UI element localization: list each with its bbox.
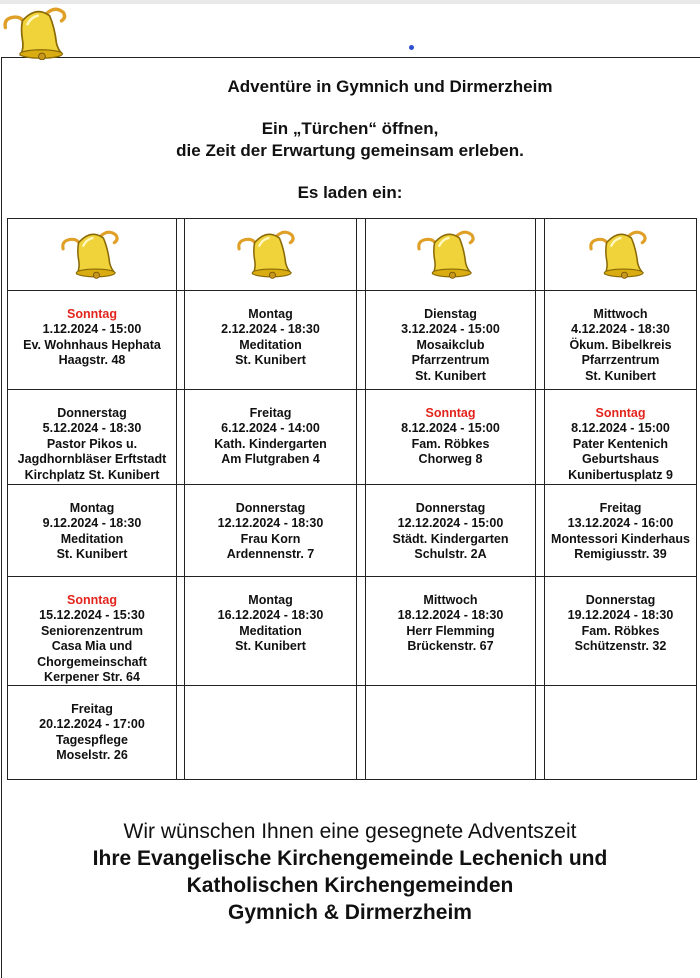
event-date-time: 19.12.2024 - 18:30 bbox=[567, 608, 674, 623]
event-detail: Kunibertusplatz 9 bbox=[568, 467, 673, 482]
event-detail: Remigiusstr. 39 bbox=[574, 547, 667, 562]
event-detail: Kirchplatz St. Kunibert bbox=[24, 467, 160, 482]
event-detail: St. Kunibert bbox=[235, 353, 306, 368]
event-date-time: 4.12.2024 - 18:30 bbox=[571, 322, 670, 337]
event-detail: Pastor Pikos u. bbox=[46, 436, 138, 451]
event-cell bbox=[8, 390, 176, 484]
event-detail: Schulstr. 2A bbox=[414, 547, 487, 562]
event-date-time: 18.12.2024 - 18:30 bbox=[397, 608, 504, 623]
event-cell bbox=[545, 577, 696, 685]
event-detail: Meditation bbox=[239, 623, 302, 638]
event-detail: Fam. Röbkes bbox=[581, 623, 660, 638]
event-detail: St. Kunibert bbox=[235, 639, 306, 654]
event-detail: Chorweg 8 bbox=[418, 452, 483, 467]
event-detail: Meditation bbox=[60, 531, 124, 546]
event-cell bbox=[366, 390, 535, 484]
event-detail: Ev. Wohnhaus Hephata bbox=[23, 337, 161, 352]
event-day: Freitag bbox=[249, 406, 292, 420]
event-day: Montag bbox=[69, 501, 115, 515]
bell-icon bbox=[588, 221, 650, 283]
event-cell bbox=[366, 577, 535, 685]
event-detail: Kath. Kindergarten bbox=[214, 436, 327, 451]
event-detail: Am Flutgraben 4 bbox=[221, 452, 320, 467]
bell-icon bbox=[416, 221, 478, 283]
page-title: Adventüre in Gymnich und Dirmerzheim bbox=[227, 77, 553, 96]
event-day: Dienstag bbox=[424, 307, 477, 321]
signature-line-3: Gymnich & Dirmerzheim bbox=[228, 901, 472, 924]
page-subtitle bbox=[100, 118, 600, 162]
event-cell bbox=[185, 291, 356, 389]
event-detail: Chorgemeinschaft bbox=[37, 654, 147, 669]
event-date-time: 8.12.2024 - 15:00 bbox=[401, 421, 500, 436]
event-detail: St. Kunibert bbox=[585, 368, 656, 383]
event-cell bbox=[366, 485, 535, 576]
event-day: Mittwoch bbox=[593, 307, 648, 321]
column-divider bbox=[535, 219, 536, 779]
subtitle-line-1: Ein „Türchen“ öffnen, bbox=[261, 119, 439, 138]
event-detail: Pfarrzentrum bbox=[411, 353, 490, 368]
event-detail: Seniorenzentrum bbox=[40, 623, 144, 638]
event-detail: Haagstr. 48 bbox=[58, 353, 126, 368]
event-day: Mittwoch bbox=[423, 593, 478, 607]
invitation-heading: Es laden ein: bbox=[297, 183, 403, 202]
event-detail: Jagdhornbläser Erftstadt bbox=[17, 452, 167, 467]
event-date-time: 12.12.2024 - 18:30 bbox=[217, 516, 324, 531]
event-detail: Brückenstr. 67 bbox=[407, 639, 494, 654]
event-date-time: 2.12.2024 - 18:30 bbox=[221, 322, 320, 337]
event-day: Sonntag bbox=[67, 307, 117, 321]
event-detail: Fam. Röbkes bbox=[411, 436, 490, 451]
event-day: Sonntag bbox=[67, 593, 117, 607]
event-day: Sonntag bbox=[425, 406, 476, 420]
event-cell bbox=[545, 390, 696, 484]
event-day: Sonntag bbox=[595, 406, 646, 420]
event-date-time: 9.12.2024 - 18:30 bbox=[42, 516, 142, 531]
event-detail: Tagespflege bbox=[55, 732, 128, 747]
event-detail: Casa Mia und bbox=[51, 639, 133, 654]
event-detail: St. Kunibert bbox=[56, 547, 128, 562]
event-cell bbox=[8, 291, 176, 389]
column-divider bbox=[356, 219, 357, 779]
event-day: Freitag bbox=[71, 702, 113, 716]
event-cell bbox=[185, 390, 356, 484]
event-detail: Schützenstr. 32 bbox=[574, 639, 667, 654]
event-day: Donnerstag bbox=[585, 593, 656, 607]
event-day: Montag bbox=[248, 307, 293, 321]
bell-icon bbox=[60, 221, 122, 283]
bell-icon bbox=[2, 2, 70, 60]
event-detail: Kerpener Str. 64 bbox=[44, 670, 140, 685]
event-date-time: 1.12.2024 - 15:00 bbox=[42, 322, 142, 337]
greeting-line: Wir wünschen Ihnen eine gesegnete Adventszeit bbox=[123, 820, 577, 843]
schedule-table bbox=[7, 218, 697, 780]
event-detail: Städt. Kindergarten bbox=[392, 531, 509, 546]
subtitle-line-2: die Zeit der Erwartung gemeinsam erleben. bbox=[176, 141, 524, 160]
event-detail: Ardennenstr. 7 bbox=[226, 547, 315, 562]
event-day: Montag bbox=[248, 593, 293, 607]
top-bar bbox=[0, 0, 700, 4]
event-cell bbox=[545, 485, 696, 576]
event-detail: Meditation bbox=[239, 337, 302, 352]
column-divider bbox=[176, 219, 177, 779]
event-detail: Montessori Kinderhaus bbox=[551, 531, 690, 546]
event-detail: Mosaikclub bbox=[416, 337, 485, 352]
event-date-time: 13.12.2024 - 16:00 bbox=[567, 516, 674, 531]
event-date-time: 6.12.2024 - 14:00 bbox=[221, 421, 320, 436]
event-detail: Frau Korn bbox=[240, 531, 301, 546]
event-date-time: 16.12.2024 - 18:30 bbox=[217, 608, 324, 623]
closing-greeting bbox=[20, 818, 680, 926]
event-date-time: 20.12.2024 - 17:00 bbox=[39, 717, 145, 732]
event-date-time: 15.12.2024 - 15:30 bbox=[39, 608, 145, 623]
event-day: Freitag bbox=[599, 501, 642, 515]
event-cell bbox=[8, 485, 176, 576]
event-cell bbox=[366, 291, 535, 389]
signature-line-1: Ihre Evangelische Kirchengemeinde Lechenich und bbox=[92, 847, 608, 870]
event-date-time: 5.12.2024 - 18:30 bbox=[42, 421, 142, 436]
event-detail: Pfarrzentrum bbox=[581, 353, 660, 368]
event-detail: Ökum. Bibelkreis bbox=[569, 337, 672, 352]
event-detail: Pater Kentenich bbox=[572, 436, 669, 451]
event-day: Donnerstag bbox=[235, 501, 306, 515]
event-cell bbox=[185, 485, 356, 576]
event-date-time: 8.12.2024 - 15:00 bbox=[571, 421, 670, 436]
blue-dot bbox=[409, 45, 414, 50]
event-cell bbox=[8, 686, 176, 779]
event-detail: Geburtshaus bbox=[581, 452, 660, 467]
event-date-time: 12.12.2024 - 15:00 bbox=[397, 516, 504, 531]
event-day: Donnerstag bbox=[57, 406, 127, 420]
event-detail: Herr Flemming bbox=[406, 623, 495, 638]
event-cell bbox=[8, 577, 176, 685]
event-day: Donnerstag bbox=[415, 501, 486, 515]
event-date-time: 3.12.2024 - 15:00 bbox=[401, 322, 500, 337]
bell-icon bbox=[236, 221, 298, 283]
event-detail: St. Kunibert bbox=[415, 368, 486, 383]
event-detail: Moselstr. 26 bbox=[56, 748, 128, 763]
event-cell bbox=[185, 577, 356, 685]
signature-line-2: Katholischen Kirchengemeinden bbox=[186, 874, 514, 897]
event-cell bbox=[545, 291, 696, 389]
